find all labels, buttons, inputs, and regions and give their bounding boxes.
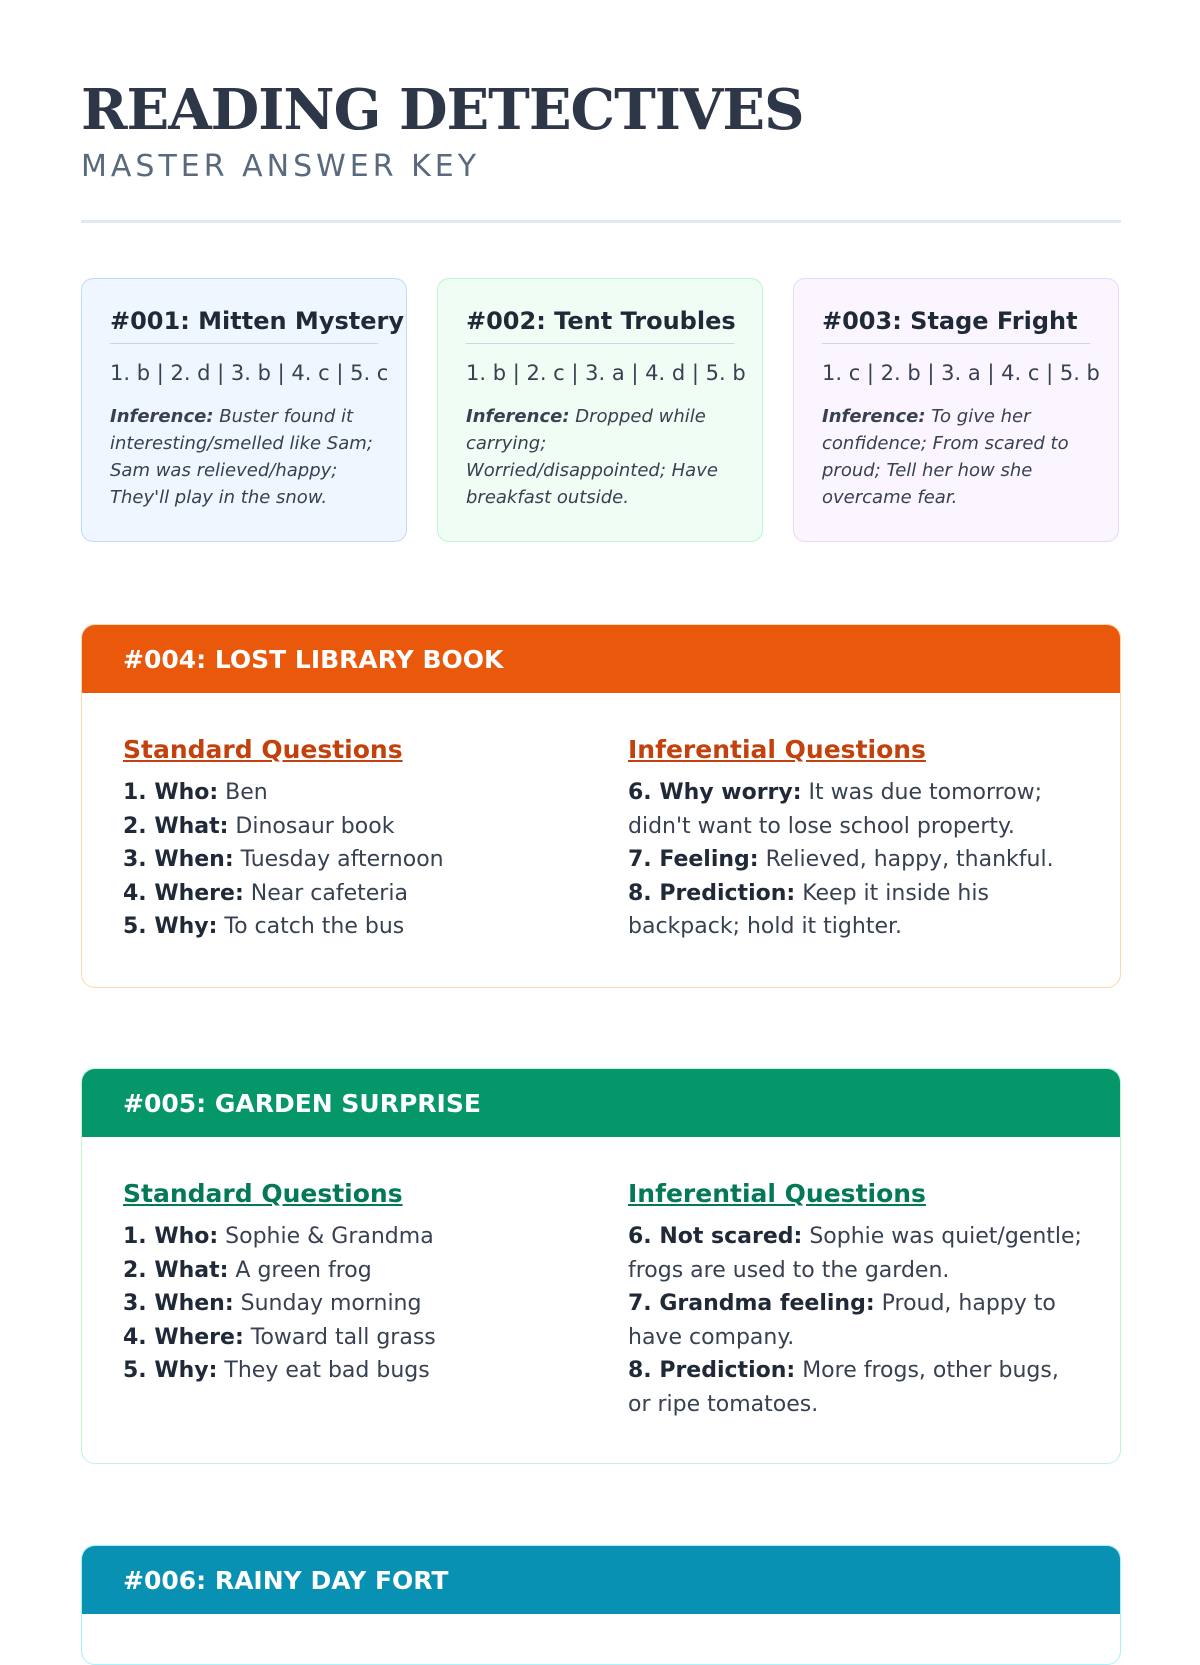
answer-line: 2. What: A green frog — [123, 1257, 372, 1283]
story-card-answers: 1. c | 2. b | 3. a | 4. c | 5. b — [822, 361, 1100, 385]
story-section-005 — [81, 1068, 1121, 1464]
answer-line: 2. What: Dinosaur book — [123, 813, 395, 839]
page-subtitle: MASTER ANSWER KEY — [81, 149, 481, 184]
story-card-002 — [437, 278, 763, 542]
answer-line: 7. Grandma feeling: Proud, happy to have company. — [628, 1291, 1056, 1350]
inference-text: To give her confidence; From scared to proud; Tell her how she overcame fear. — [822, 406, 1069, 508]
story-card-inference — [822, 403, 1090, 511]
story-card-title: #002: Tent Troubles — [466, 307, 734, 344]
story-card-003 — [793, 278, 1119, 542]
inference-text: Buster found it interesting/smelled like Sam; Sam was relieved/happy; They'll play in the snow. — [110, 406, 373, 508]
story-section-006 — [81, 1545, 1121, 1665]
story-card-title: #003: Stage Fright — [822, 307, 1090, 344]
answer-line: 4. Where: Toward tall grass — [123, 1324, 436, 1350]
page-title: READING DETECTIVES — [81, 77, 804, 143]
header-divider — [81, 220, 1121, 223]
answer-line: 8. Prediction: More frogs, other bugs, or ripe tomatoes. — [628, 1358, 1059, 1417]
answer-line: 3. When: Tuesday afternoon — [123, 847, 444, 872]
answer-line: 1. Who: Ben — [123, 780, 268, 805]
inference-text: Dropped while carrying; Worried/disappointed; Have breakfast outside. — [466, 406, 718, 508]
answer-line: 7. Feeling: Relieved, happy, thankful. — [628, 847, 1054, 872]
answer-line: 5. Why: To catch the bus — [123, 914, 405, 939]
standard-questions-heading: Standard Questions — [123, 1179, 403, 1208]
answer-line: 6. Why worry: It was due tomorrow; didn't want to lose school property. — [628, 780, 1043, 839]
section-body — [82, 1137, 1120, 1464]
inferential-questions-column — [628, 1179, 1088, 1421]
story-card-title: #001: Mitten Mystery — [110, 307, 378, 344]
inferential-questions-heading: Inferential Questions — [628, 735, 926, 764]
answer-line: 3. When: Sunday morning — [123, 1291, 422, 1316]
answer-line: 1. Who: Sophie & Grandma — [123, 1224, 434, 1249]
answer-line: 6. Not scared: Sophie was quiet/gentle; frogs are used to the garden. — [628, 1224, 1082, 1283]
section-header: #006: RAINY DAY FORT — [82, 1546, 1120, 1614]
inference-label: Inference: — [466, 406, 570, 427]
inference-label: Inference: — [110, 406, 214, 427]
story-card-inference — [110, 403, 378, 511]
standard-questions-heading: Standard Questions — [123, 735, 403, 764]
story-card-answers: 1. b | 2. c | 3. a | 4. d | 5. b — [466, 361, 746, 385]
inference-label: Inference: — [822, 406, 926, 427]
answer-line: 8. Prediction: Keep it inside his backpack; hold it tighter. — [628, 880, 989, 939]
inferential-questions-heading: Inferential Questions — [628, 1179, 926, 1208]
inferential-questions-column — [628, 735, 1088, 944]
section-header: #004: LOST LIBRARY BOOK — [82, 625, 1120, 693]
answer-line: 4. Where: Near cafeteria — [123, 880, 408, 906]
section-header: #005: GARDEN SURPRISE — [82, 1069, 1120, 1137]
story-card-001 — [81, 278, 407, 542]
standard-questions-column — [123, 735, 583, 944]
story-card-answers: 1. b | 2. d | 3. b | 4. c | 5. c — [110, 361, 389, 385]
story-card-inference — [466, 403, 734, 511]
answer-line: 5. Why: They eat bad bugs — [123, 1358, 430, 1383]
story-section-004 — [81, 624, 1121, 988]
section-body — [82, 693, 1120, 988]
standard-questions-column — [123, 1179, 583, 1388]
